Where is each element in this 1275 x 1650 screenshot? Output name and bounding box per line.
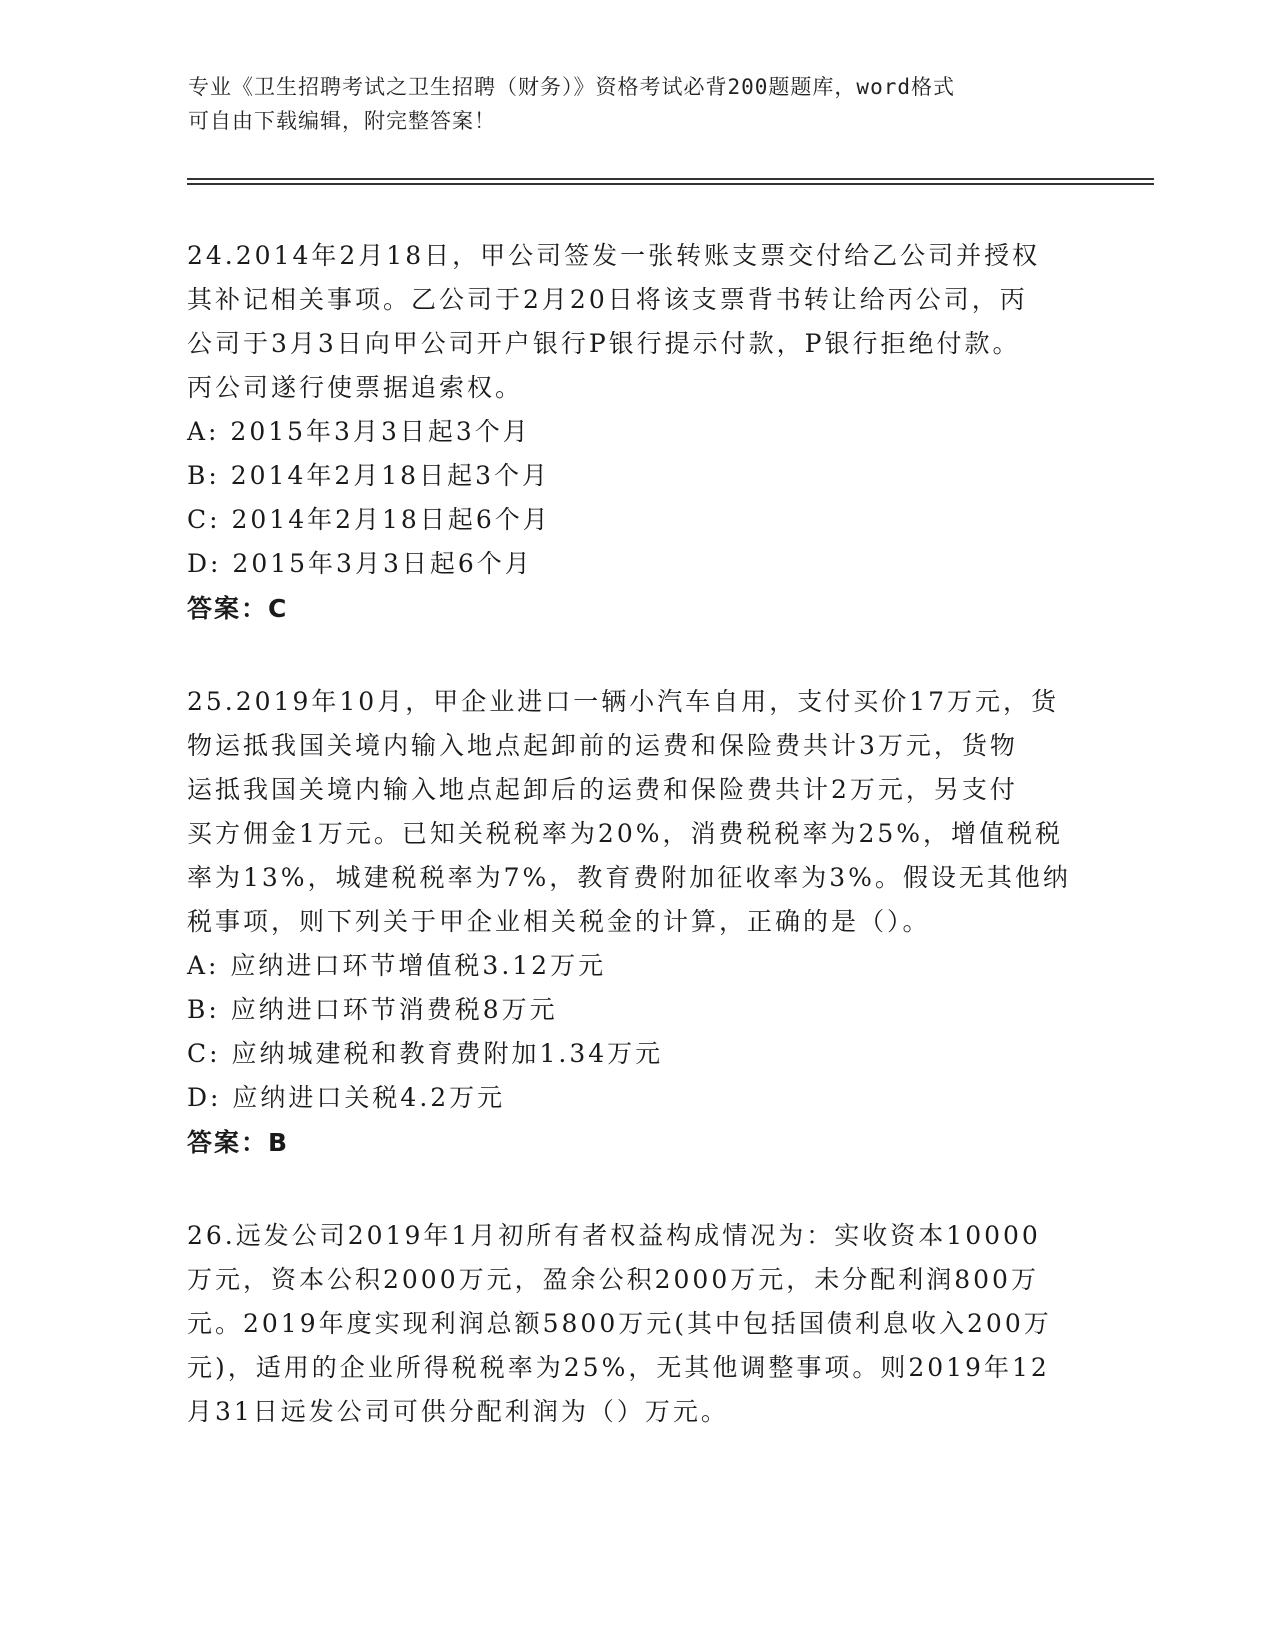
stem-line: 元)，适用的企业所得税税率为25%，无其他调整事项。则2019年12: [187, 1353, 1050, 1382]
answer: 答案：C: [187, 594, 289, 623]
stem-line: 丙公司遂行使票据追索权。: [187, 373, 524, 402]
stem-line: 买方佣金1万元。已知关税税率为20%，消费税税率为25%，增值税税: [187, 819, 1064, 848]
stem-line: 25.2019年10月，甲企业进口一辆小汽车自用，支付买价17万元，货: [187, 687, 1060, 716]
question-24: [187, 234, 1087, 632]
stem-line: 24.2014年2月18日，甲公司签发一张转账支票交付给乙公司并授权: [187, 241, 1041, 270]
stem-line: 物运抵我国关境内输入地点起卸前的运费和保险费共计3万元，货物: [187, 731, 1018, 760]
stem-line: 税事项，则下列关于甲企业相关税金的计算，正确的是（）。: [187, 907, 931, 936]
stem-line: 其补记相关事项。乙公司于2月20日将该支票背书转让给丙公司，丙: [187, 285, 1028, 314]
option-c: C: 2014年2月18日起6个月: [187, 505, 551, 534]
stem-line: 月31日远发公司可供分配利润为（）万元。: [187, 1397, 729, 1426]
option-a: A: 2015年3月3日起3个月: [187, 417, 531, 446]
header-line-1: 专业《卫生招聘考试之卫生招聘（财务）》资格考试必背200题题库，word格式: [188, 75, 955, 99]
question-stem: [187, 680, 1087, 944]
question-25: [187, 680, 1087, 1166]
stem-line: 万元，资本公积2000万元，盈余公积2000万元，未分配利润800万: [187, 1265, 1039, 1294]
question-list: [187, 234, 1087, 1482]
option-c: C: 应纳城建税和教育费附加1.34万元: [187, 1039, 664, 1068]
question-stem: [187, 234, 1087, 410]
stem-line: 公司于3月3日向甲公司开户银行P银行提示付款，P银行拒绝付款。: [187, 329, 1021, 358]
stem-line: 26.远发公司2019年1月初所有者权益构成情况为：实收资本10000: [187, 1221, 1041, 1250]
header-divider-bottom: [187, 183, 1154, 185]
stem-line: 运抵我国关境内输入地点起卸后的运费和保险费共计2万元，另支付: [187, 775, 1018, 804]
stem-line: 率为13%，城建税税率为7%，教育费附加征收率为3%。假设无其他纳: [187, 863, 1071, 892]
option-a: A: 应纳进口环节增值税3.12万元: [187, 951, 607, 980]
option-d: D: 2015年3月3日起6个月: [187, 549, 533, 578]
header-line-2: 可自由下载编辑，附完整答案！: [188, 109, 496, 133]
option-b: B: 应纳进口环节消费税8万元: [187, 995, 558, 1024]
header-divider-top: [187, 178, 1154, 180]
question-26: [187, 1214, 1087, 1434]
stem-line: 元。2019年度实现利润总额5800万元(其中包括国债利息收入200万: [187, 1309, 1052, 1338]
question-stem: [187, 1214, 1087, 1434]
document-header: [188, 70, 1088, 138]
answer: 答案：B: [187, 1128, 290, 1157]
option-b: B: 2014年2月18日起3个月: [187, 461, 550, 490]
option-d: D: 应纳进口关税4.2万元: [187, 1083, 506, 1112]
